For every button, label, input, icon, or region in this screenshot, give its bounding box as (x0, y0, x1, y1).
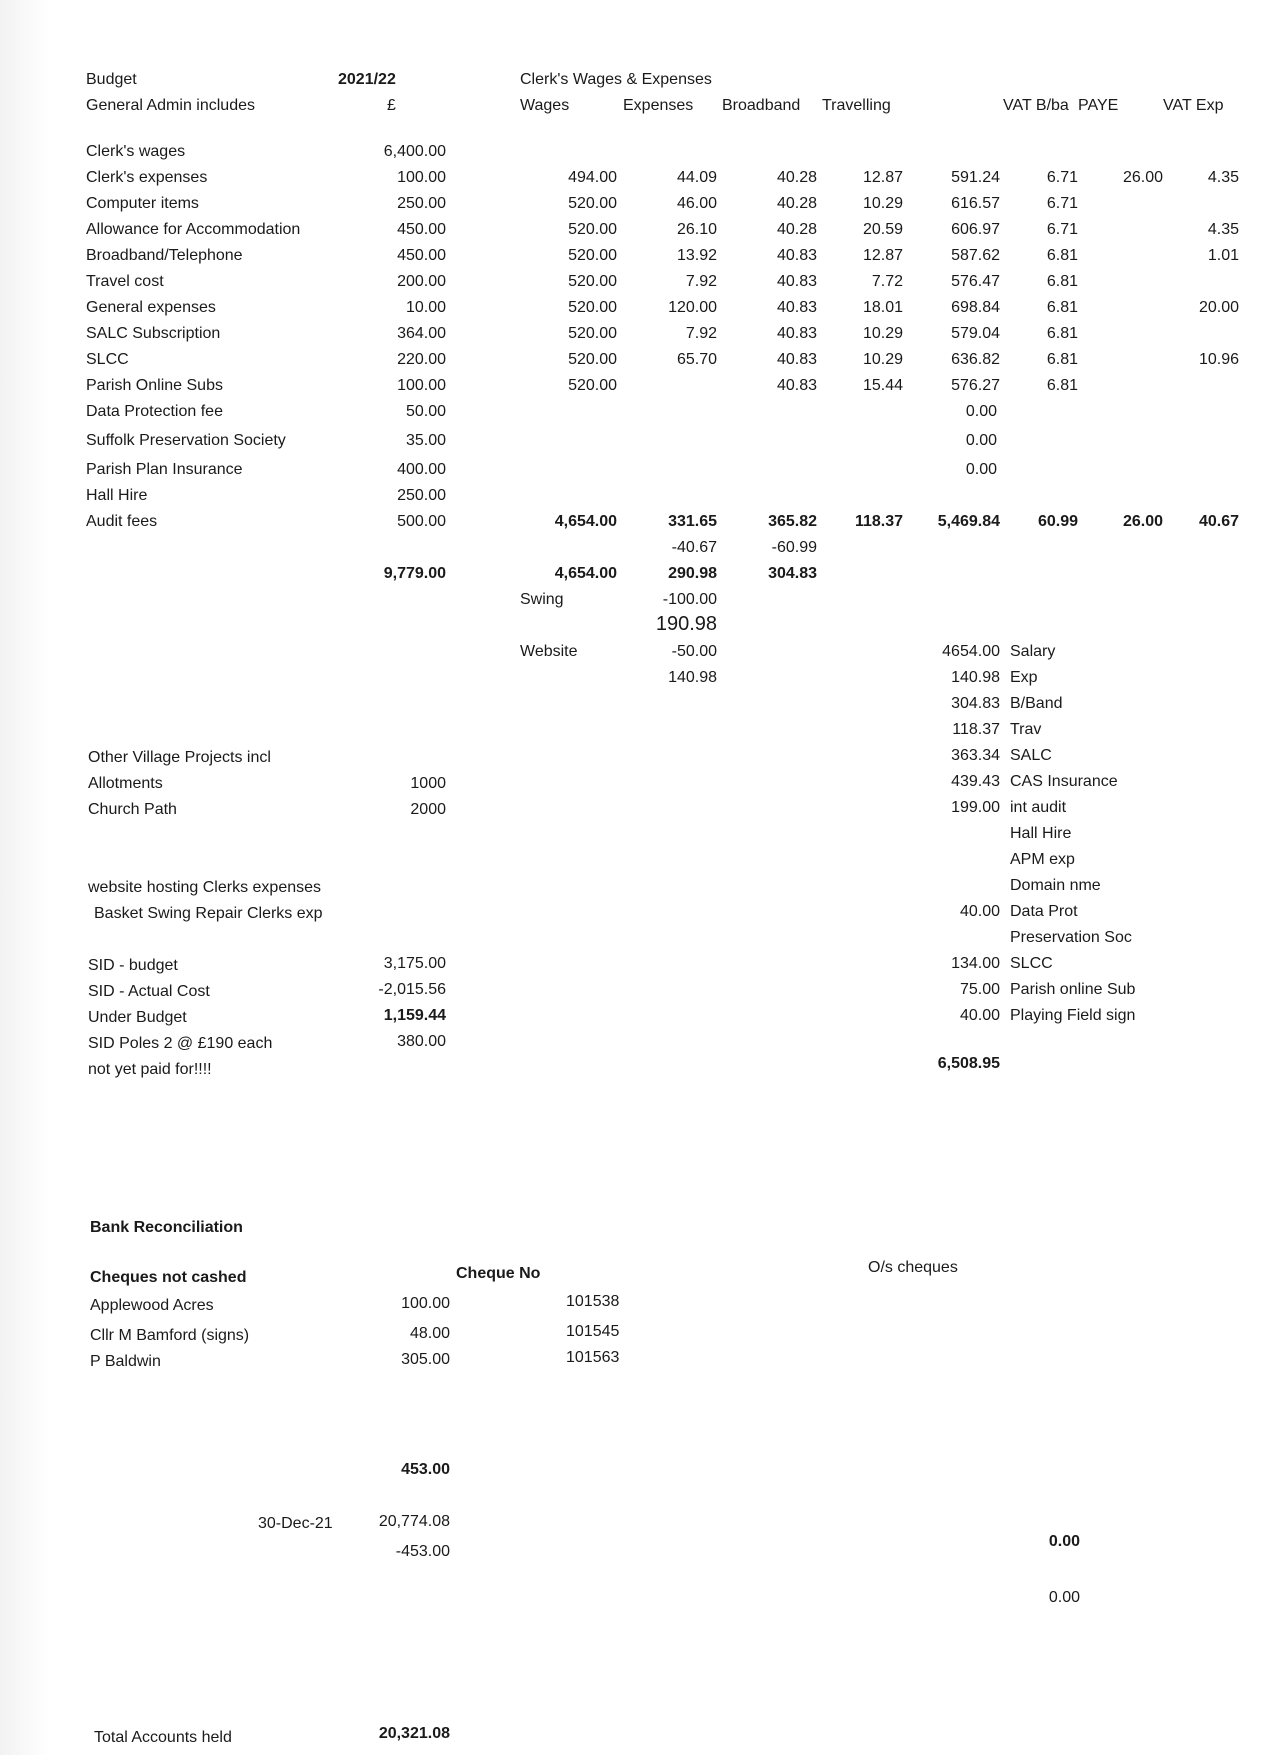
paye-b-cell: 26.00 (1122, 169, 1163, 186)
broadband-vat-adjust: -60.99 (771, 539, 817, 556)
summary-amount: 40.00 (959, 903, 1000, 920)
travelling-cell: 15.44 (862, 377, 903, 394)
col-header-vat-bband: VAT B/ba (1003, 97, 1069, 114)
budget-item-label: Computer items (86, 195, 199, 212)
expenses-cell: 13.92 (676, 247, 717, 264)
os-heading: O/s cheques (868, 1259, 958, 1276)
expenses-cell: 44.09 (676, 169, 717, 186)
expenses-vat-adjust: -40.67 (671, 539, 717, 556)
vat-bband-cell: 636.82 (951, 351, 1000, 368)
paye-a-cell: 6.81 (1046, 325, 1078, 342)
paye-a-cell: 6.71 (1046, 169, 1078, 186)
budget-item-amount: 50.00 (405, 403, 446, 420)
budget-item-amount: 450.00 (397, 221, 446, 238)
sid-label: Under Budget (88, 1009, 187, 1026)
budget-item-amount: 400.00 (397, 461, 446, 478)
broadband-cell: 40.83 (776, 299, 817, 316)
summary-label: Parish online Sub (1010, 981, 1136, 998)
expenses-cell: 26.10 (676, 221, 717, 238)
budget-item-label: Suffolk Preservation Society (86, 432, 286, 449)
summary-amount: 199.00 (951, 799, 1000, 816)
budget-item-label: Parish Online Subs (86, 377, 223, 394)
budget-item-label: General expenses (86, 299, 216, 316)
col-header-paye: PAYE (1078, 97, 1119, 114)
broadband-cell: 40.83 (776, 247, 817, 264)
wages-title: Clerk's Wages & Expenses (520, 71, 712, 88)
total-accounts: 20,321.08 (378, 1725, 450, 1742)
summary-amount: 140.98 (951, 669, 1000, 686)
budget-item-amount: 250.00 (397, 487, 446, 504)
vat-bband-cell: 576.27 (951, 377, 1000, 394)
paye-a-cell: 6.81 (1046, 247, 1078, 264)
vat-exp-cell: 20.00 (1198, 299, 1239, 316)
col-header-vat-exp: VAT Exp (1163, 97, 1224, 114)
budget-item-label: Broadband/Telephone (86, 247, 243, 264)
travelling-cell: 20.59 (862, 221, 903, 238)
summary-label: SLCC (1010, 955, 1053, 972)
paye-a-cell: 6.81 (1046, 351, 1078, 368)
wages-cell: 520.00 (568, 273, 617, 290)
budget-total: 9,779.00 (383, 565, 446, 582)
col-header-broadband: Broadband (722, 97, 801, 114)
budget-item-label: Hall Hire (86, 487, 148, 504)
col-header-expenses: Expenses (623, 97, 694, 114)
vat-exp-cell: 10.96 (1198, 351, 1239, 368)
paye-a-cell: 6.81 (1046, 273, 1078, 290)
travelling-cell: 10.29 (862, 351, 903, 368)
summary-label: APM exp (1010, 851, 1075, 868)
travelling-cell: 10.29 (862, 325, 903, 342)
cheque-amount: 48.00 (409, 1325, 450, 1342)
os-value: 0.00 (1048, 1589, 1080, 1606)
cheque-amount: 100.00 (401, 1295, 450, 1312)
bank-title: Bank Reconciliation (90, 1219, 243, 1236)
wages-cell: 520.00 (568, 377, 617, 394)
budget-item-label: Data Protection fee (86, 403, 223, 420)
budget-item-amount: 200.00 (397, 273, 446, 290)
cheque-number: 101563 (566, 1349, 620, 1366)
expenses-cell: 7.92 (685, 273, 717, 290)
cheque-no-heading: Cheque No (456, 1265, 541, 1282)
total-paye-a: 60.99 (1037, 513, 1078, 530)
summary-label: Data Prot (1010, 903, 1078, 920)
summary-amount: 75.00 (959, 981, 1000, 998)
broadband-cell: 40.83 (776, 273, 817, 290)
broadband-cell: 40.28 (776, 169, 817, 186)
vat-bband-cell: 606.97 (951, 221, 1000, 238)
note-line: Basket Swing Repair Clerks exp (94, 905, 323, 922)
sid-label: SID Poles 2 @ £190 each (88, 1035, 273, 1052)
after-website: 140.98 (668, 669, 717, 686)
os-value: 0.00 (1048, 1533, 1080, 1550)
summary-label: Trav (1010, 721, 1042, 738)
cheques-total: 453.00 (401, 1461, 450, 1478)
vat-bband-cell: 698.84 (951, 299, 1000, 316)
budget-item-amount: 500.00 (397, 513, 446, 530)
summary-amount: 134.00 (951, 955, 1000, 972)
broadband-cell: 40.28 (776, 221, 817, 238)
vat-exp-cell: 4.35 (1207, 169, 1239, 186)
vat-bband-cell: 591.24 (951, 169, 1000, 186)
sid-amount: 3,175.00 (383, 955, 446, 972)
expenses-cell: 65.70 (676, 351, 717, 368)
budget-subtitle: General Admin includes (86, 97, 255, 114)
expenses-cell: 7.92 (685, 325, 717, 342)
budget-item-label: Allowance for Accommodation (86, 221, 301, 238)
wages-cell: 520.00 (568, 221, 617, 238)
budget-item-amount: 10.00 (405, 299, 446, 316)
total-travelling: 118.37 (854, 513, 903, 530)
budget-item-amount: 364.00 (397, 325, 446, 342)
travelling-cell: 7.72 (871, 273, 903, 290)
budget-item-label: Clerk's wages (86, 143, 186, 160)
summary-label: Salary (1010, 643, 1056, 660)
summary-amount: 363.34 (951, 747, 1000, 764)
summary-label: Hall Hire (1010, 825, 1072, 842)
currency-symbol: £ (387, 97, 396, 114)
vat-bband-cell: 576.47 (951, 273, 1000, 290)
cheques-heading: Cheques not cashed (90, 1269, 247, 1286)
total-vat-exp: 40.67 (1198, 513, 1239, 530)
cheque-amount: 305.00 (401, 1351, 450, 1368)
scan-shadow (0, 0, 50, 1755)
sid-note: not yet paid for!!!! (88, 1061, 212, 1078)
vat-bband-cell: 587.62 (951, 247, 1000, 264)
budget-item-label: SALC Subscription (86, 325, 221, 342)
vat-bband-cell: 579.04 (951, 325, 1000, 342)
paye-a-cell: 6.81 (1046, 377, 1078, 394)
budget-item-amount: 35.00 (405, 432, 446, 449)
broadband-cell: 40.83 (776, 377, 817, 394)
budget-item-amount: 220.00 (397, 351, 446, 368)
travelling-cell: 12.87 (862, 247, 903, 264)
vat-exp-cell: 4.35 (1207, 221, 1239, 238)
summary-amount: 118.37 (952, 721, 1000, 738)
paye-a-cell: 6.81 (1046, 299, 1078, 316)
swing-value: -100.00 (662, 591, 717, 608)
website-label: Website (520, 643, 578, 660)
zero-value: 0.00 (965, 432, 997, 449)
sid-amount: 1,159.44 (383, 1007, 446, 1024)
budget-item-label: SLCC (86, 351, 129, 368)
vat-bband-cell: 616.57 (951, 195, 1000, 212)
summary-label: int audit (1010, 799, 1067, 816)
summary-label: CAS Insurance (1010, 773, 1118, 790)
budget-year: 2021/22 (338, 71, 396, 88)
net-expenses: 290.98 (668, 565, 717, 582)
budget-item-label: Audit fees (86, 513, 158, 530)
expenses-cell: 46.00 (676, 195, 717, 212)
net-broadband: 304.83 (768, 565, 817, 582)
cheque-number: 101545 (566, 1323, 620, 1340)
summary-label: Domain nme (1010, 877, 1101, 894)
project-amount: 2000 (410, 801, 446, 818)
summary-label: Playing Field sign (1010, 1007, 1136, 1024)
broadband-cell: 40.28 (776, 195, 817, 212)
budget-item-amount: 450.00 (397, 247, 446, 264)
budget-item-amount: 6,400.00 (383, 143, 446, 160)
projects-heading: Other Village Projects incl (88, 749, 271, 766)
broadband-cell: 40.83 (776, 325, 817, 342)
budget-item-label: Travel cost (86, 273, 164, 290)
cheque-payee: Applewood Acres (90, 1297, 214, 1314)
cheque-payee: P Baldwin (90, 1353, 161, 1370)
total-broadband: 365.82 (768, 513, 817, 530)
expenses-cell: 120.00 (668, 299, 717, 316)
sid-amount: 380.00 (397, 1033, 446, 1050)
sid-amount: -2,015.56 (378, 981, 446, 998)
total-paye-b: 26.00 (1122, 513, 1163, 530)
broadband-cell: 40.83 (776, 351, 817, 368)
vat-exp-cell: 1.01 (1207, 247, 1239, 264)
summary-amount: 4654.00 (942, 643, 1000, 660)
travelling-cell: 12.87 (862, 169, 903, 186)
budget-item-amount: 100.00 (397, 169, 446, 186)
project-label: Church Path (88, 801, 177, 818)
cheque-payee: Cllr M Bamford (signs) (90, 1327, 250, 1344)
travelling-cell: 10.29 (862, 195, 903, 212)
zero-value: 0.00 (965, 403, 997, 420)
wages-cell: 520.00 (568, 325, 617, 342)
note-line: website hosting Clerks expenses (88, 879, 322, 896)
budget-item-label: Parish Plan Insurance (86, 461, 243, 478)
summary-label: SALC (1010, 747, 1052, 764)
col-header-travelling: Travelling (822, 97, 891, 114)
swing-label: Swing (520, 591, 564, 608)
budget-item-amount: 250.00 (397, 195, 446, 212)
summary-label: Exp (1010, 669, 1038, 686)
website-value: -50.00 (671, 643, 717, 660)
cheque-number: 101538 (566, 1293, 620, 1310)
budget-item-amount: 100.00 (397, 377, 446, 394)
budget-title: Budget (86, 71, 137, 88)
wages-cell: 520.00 (568, 351, 617, 368)
summary-amount: 40.00 (959, 1007, 1000, 1024)
paye-a-cell: 6.71 (1046, 221, 1078, 238)
summary-amount: 304.83 (951, 695, 1000, 712)
summary-label: Preservation Soc (1010, 929, 1132, 946)
total-accounts-label: Total Accounts held (94, 1729, 232, 1746)
col-header-wages: Wages (520, 97, 570, 114)
project-amount: 1000 (410, 775, 446, 792)
net-wages: 4,654.00 (554, 565, 617, 582)
bank-less: -453.00 (395, 1543, 450, 1560)
wages-cell: 520.00 (568, 195, 617, 212)
zero-value: 0.00 (965, 461, 997, 478)
wages-cell: 494.00 (568, 169, 617, 186)
wages-cell: 520.00 (568, 247, 617, 264)
sid-label: SID - budget (88, 957, 178, 974)
budget-item-label: Clerk's expenses (86, 169, 208, 186)
total-wages: 4,654.00 (554, 513, 617, 530)
wages-cell: 520.00 (568, 299, 617, 316)
after-swing: 190.98 (655, 613, 717, 635)
bank-balance: 20,774.08 (378, 1513, 450, 1530)
travelling-cell: 18.01 (862, 299, 903, 316)
project-label: Allotments (88, 775, 163, 792)
summary-label: B/Band (1010, 695, 1063, 712)
summary-total: 6,508.95 (937, 1055, 1000, 1072)
total-vat-bband: 5,469.84 (937, 513, 1000, 530)
paye-a-cell: 6.71 (1046, 195, 1078, 212)
summary-amount: 439.43 (951, 773, 1000, 790)
total-expenses: 331.65 (668, 513, 717, 530)
reconciliation-date: 30-Dec-21 (258, 1515, 333, 1532)
sid-label: SID - Actual Cost (88, 983, 210, 1000)
